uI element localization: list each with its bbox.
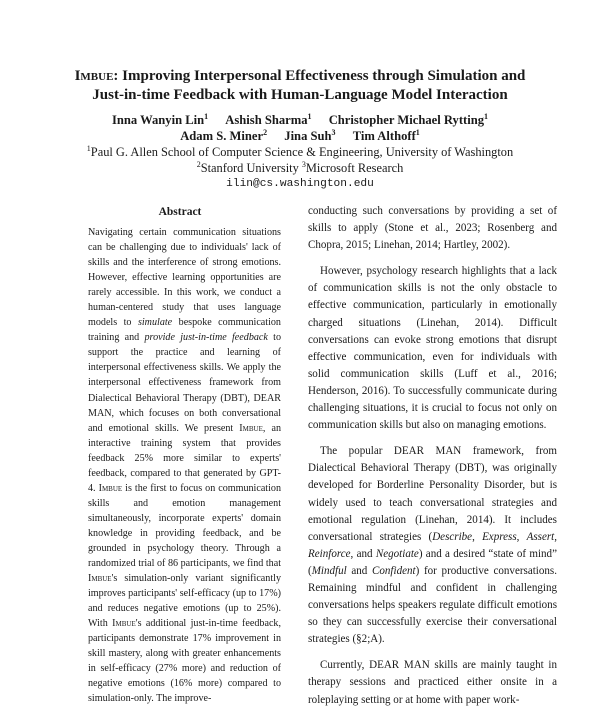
abstract-paragraph: Navigating certain communication situations can be challenging due to individuals' lack of skills and the interference of strong emotions. However, effective learning opportunities are rarely accessible. In this work, we conduct a human-centered study that uses language models to simulate bespoke communication training and provide just-in-time feedback to support the practice and learning of interpersonal effectiveness skills. We apply the interpersonal effectiveness framework from Dialectical Behavioral Therapy (DBT), DEAR MAN, which focuses on both conversational and emotional skills. We present Imbue, an interactive training system that provides feedback 25% more similar to experts' feedback, compared to that generated by GPT-4. Imbue is the first to focus on communication skills and emotion management simultaneously, incorporate experts' domain knowledge in providing feedback, and be grounded in psychology theory. Through a randomized trial of 86 participants, we find that Imbue's simulation-only variant significantly improves participants' self-efficacy (up to 17%) and reduces negative emotions (up to 25%). With Imbue's additional just-in-time feedback, participants demonstrate 17% improvement in skill mastery, along with greater enhancements in self-efficacy (27% more) and reduction of negative emotions (16% more) compared to simulation-only. The improve- <box>88 227 282 705</box>
system-name: Imbue <box>74 68 114 84</box>
abstract-body <box>88 225 281 707</box>
abstract-heading: Abstract <box>158 206 202 218</box>
author: Tim Althoff$^1$ <box>352 127 420 143</box>
author: Ashish Sharma$^1$ <box>225 111 312 127</box>
author-line-2 <box>40 128 560 144</box>
body-paragraph: However, psychology research highlights that a lack of communication skills is not the only obstacle to effective communication, particularly in emotionally charged situations (Linehan, 2014). Difficult conversations can evoke strong emotions that disrupt effective communication, even for individuals with solid communication skills (Luff et al., 2016; Henderson, 2016). To successfully communicate during challenging situations, it is crucial to focus not only on communication skills but also on managing emotions. <box>308 265 557 432</box>
body-paragraph: conducting such conversations by providing a set of skills to apply (Stone et al., 2023; Rosenberg and Chopra, 2015; Linehan, 2014; Hartley, 2002). <box>308 205 557 252</box>
body-paragraph: Currently, DEAR MAN skills are mainly taught in therapy sessions and practiced either onsite in a roleplaying setting or at home with paper work- <box>308 659 557 706</box>
title-line1: : Improving Interpersonal Effectiveness through Simulation and <box>113 68 526 84</box>
affiliation-1: $^1$Paul G. Allen School of Computer Science & Engineering, University of Washington <box>86 143 514 159</box>
author-email[interactable]: ilin@cs.washington.edu <box>226 178 374 190</box>
paper-title <box>40 67 560 105</box>
author: Jina Suh$^3$ <box>284 127 336 143</box>
author: Christopher Michael Rytting$^1$ <box>328 111 489 127</box>
title-line2: Just-in-time Feedback with Human-Language Model Interaction <box>92 87 508 103</box>
author-line-1 <box>40 112 560 128</box>
author-block <box>40 112 560 192</box>
body-column-right <box>308 203 557 718</box>
affiliation-2-3: $^2$Stanford University $^3$Microsoft Research <box>196 159 404 175</box>
author: Adam S. Miner$^2$ <box>180 127 268 143</box>
body-paragraph: The popular DEAR MAN framework, from Dialectical Behavioral Therapy (DBT), was originally developed for Borderline Personality Disorder, but is widely used to teach conversational strategies and emotional regulation (Linehan, 2014). It includes conversational strategies (Describe, Express, Assert, Reinforce, and Negotiate) and a desired “state of mind” (Mindful and Confident) for productive conversations. Remaining mindful and confident in challenging conversations helps speakers regulate difficult emotions so they can successfully exercise their conversational strategies (§2;A). <box>308 445 557 646</box>
author: Inna Wanyin Lin$^1$ <box>111 111 209 127</box>
